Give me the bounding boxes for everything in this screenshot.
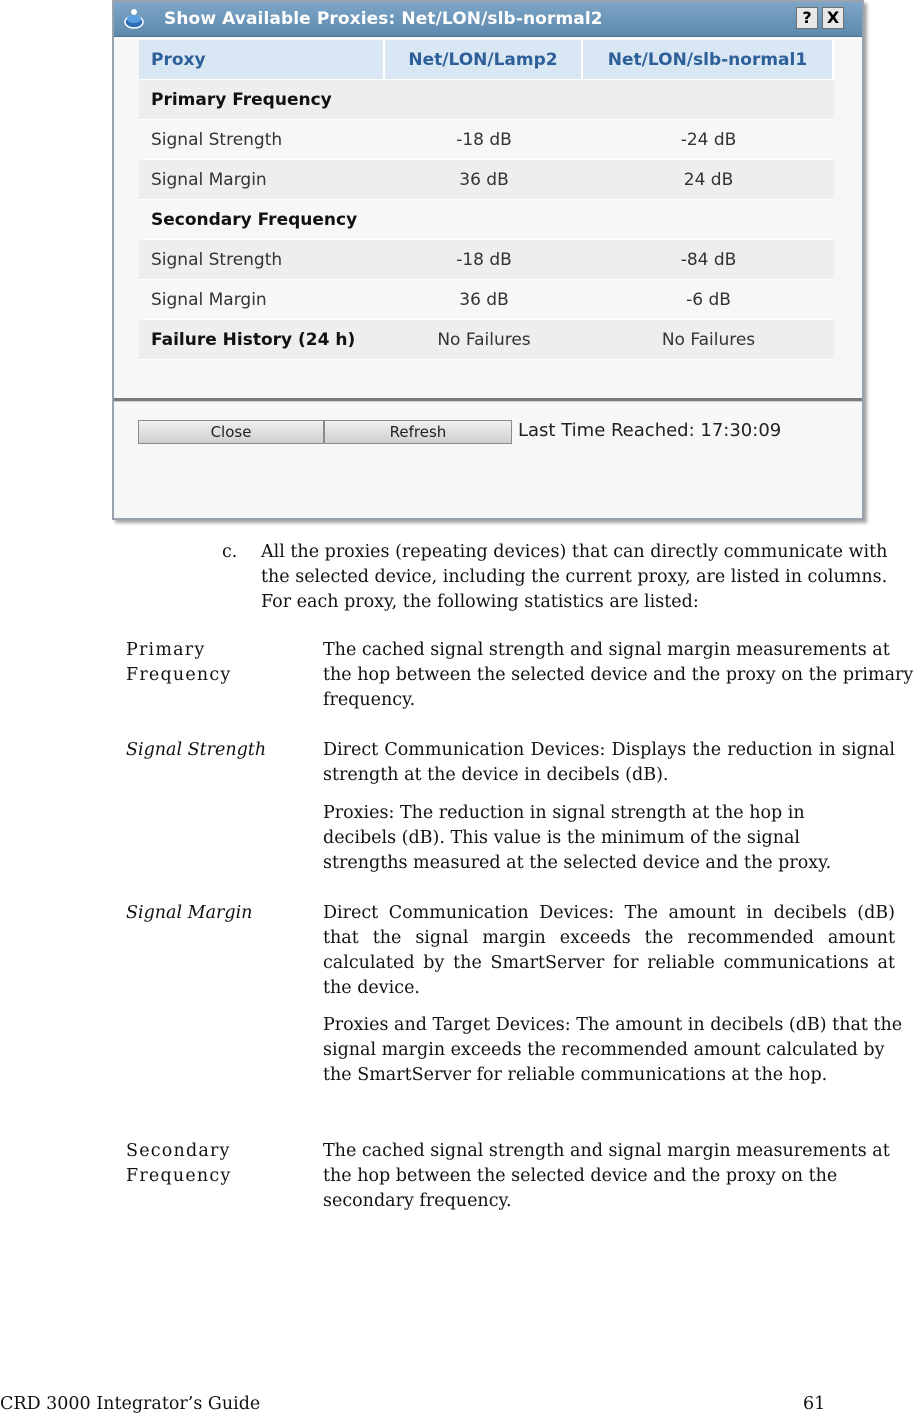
row-label: Signal Strength (139, 240, 385, 280)
definition-signal-margin-2: Proxies and Target Devices: The amount in decibels (dB) that the signal margin exceeds the recommended amount calculated by the SmartServer for reliable communications at the hop. (323, 1015, 903, 1085)
definition-signal-margin-1: Direct Communication Devices: The amount in decibels (dB) that the signal margin exceeds the recommended amount calculated by the SmartServer for reliable communications at the device. (323, 903, 895, 998)
definition-signal-strength-2: Proxies: The reduction in signal strength at the hop in decibels (dB). This value is the minimum of the signal strengths measured at the selected device and the proxy. (323, 803, 832, 873)
table-row (139, 280, 834, 320)
table-cell (385, 80, 583, 120)
refresh-button[interactable]: Refresh (324, 420, 512, 444)
table-cell (583, 80, 834, 120)
table-cell: -18 dB (385, 240, 583, 280)
term-primary-frequency (126, 638, 306, 688)
step-marker: c. (222, 542, 238, 562)
definition-signal-strength-1: Direct Communication Devices: Displays the reduction in signal strength at the device in decibels (dB). (323, 740, 895, 785)
dialog-titlebar (114, 2, 862, 37)
column-header: Proxy (139, 40, 385, 80)
help-button[interactable]: ? (796, 7, 818, 29)
section-label: Primary Frequency (139, 80, 385, 120)
device-icon (124, 7, 144, 29)
table-row (139, 320, 834, 360)
table-cell: No Failures (385, 320, 583, 360)
table-cell: 36 dB (385, 280, 583, 320)
table-row (139, 160, 834, 200)
table-cell: No Failures (583, 320, 834, 360)
table-cell (583, 200, 834, 240)
term-line: Frequency (126, 665, 232, 685)
term-line: Frequency (126, 1166, 232, 1186)
proxies-dialog (112, 0, 864, 520)
table-cell: -18 dB (385, 120, 583, 160)
definition-primary-frequency: The cached signal strength and signal margin measurements at the hop between the selected device and the proxy on the primary frequency. (323, 640, 914, 710)
term-secondary-frequency (126, 1139, 306, 1189)
table-cell (385, 200, 583, 240)
table-row (139, 240, 834, 280)
section-label: Failure History (24 h) (139, 320, 385, 360)
table-cell: 36 dB (385, 160, 583, 200)
table-header-row (139, 40, 834, 80)
page-number: 61 (803, 1394, 826, 1414)
proxies-table (139, 40, 834, 360)
column-header: Net/LON/slb-normal1 (583, 40, 834, 80)
section-label: Secondary Frequency (139, 200, 385, 240)
table-row (139, 200, 834, 240)
step-text: All the proxies (repeating devices) that can directly communicate with the selected device, including the current proxy, are listed in columns. For each proxy, the following statistics are listed: (261, 542, 888, 612)
footer-title: CRD 3000 Integrator’s Guide (0, 1394, 261, 1414)
term-line: Secondary (126, 1141, 231, 1161)
table-cell: -84 dB (583, 240, 834, 280)
column-header: Net/LON/Lamp2 (385, 40, 583, 80)
dialog-title: Show Available Proxies: Net/LON/slb-normal2 (164, 9, 603, 29)
row-label: Signal Strength (139, 120, 385, 160)
divider (114, 398, 862, 402)
row-label: Signal Margin (139, 280, 385, 320)
last-time-reached: Last Time Reached: 17:30:09 (518, 420, 782, 441)
table-cell: 24 dB (583, 160, 834, 200)
term-line: Primary (126, 640, 206, 660)
table-row (139, 120, 834, 160)
row-label: Signal Margin (139, 160, 385, 200)
definition-secondary-frequency: The cached signal strength and signal margin measurements at the hop between the selected device and the proxy on the secondary frequency. (323, 1141, 890, 1211)
table-row (139, 80, 834, 120)
table-cell: -24 dB (583, 120, 834, 160)
term-signal-strength: Signal Strength (126, 740, 267, 760)
table-cell: -6 dB (583, 280, 834, 320)
close-button[interactable]: Close (138, 420, 324, 444)
step-item (222, 540, 902, 615)
close-window-button[interactable]: X (822, 7, 844, 29)
term-signal-margin: Signal Margin (126, 903, 253, 923)
